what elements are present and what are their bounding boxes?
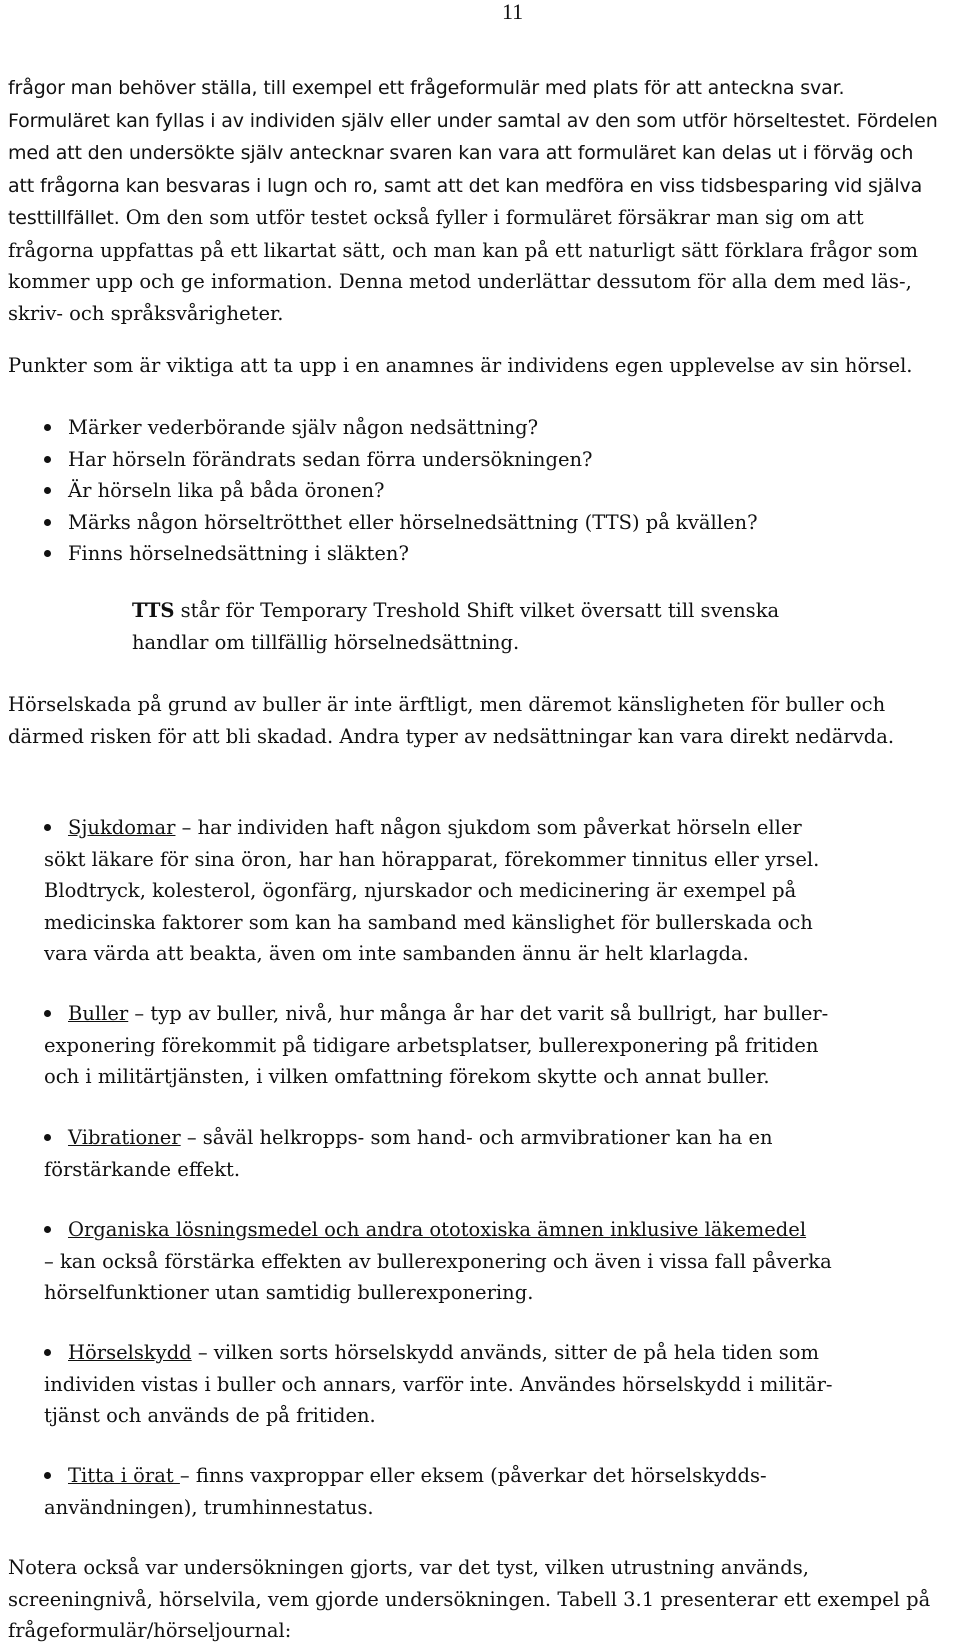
factor-term: Sjukdomar <box>68 816 176 839</box>
page-number: 11 <box>502 0 524 24</box>
bullet-icon <box>44 1349 51 1356</box>
question-text: Finns hörselnedsättning i släkten? <box>68 542 409 565</box>
factor-line: – typ av buller, nivå, hur många år har det varit så bullrigt, har buller- <box>128 1002 829 1025</box>
question-text: Är hörseln lika på båda öronen? <box>68 479 385 502</box>
factor-term: Vibrationer <box>68 1126 181 1149</box>
bullet-icon <box>44 550 51 557</box>
question-text: Märker vederbörande själv någon nedsättning? <box>68 416 539 439</box>
factor-line: tjänst och används de på fritiden. <box>44 1404 376 1427</box>
tts-note <box>132 595 832 658</box>
bullet-icon <box>44 487 51 494</box>
factor-term: Organiska lösningsmedel och andra ototoxiska ämnen inklusive läkemedel <box>68 1218 807 1241</box>
factor-line: – vilken sorts hörselskydd används, sitter de på hela tiden som <box>191 1341 819 1364</box>
question-text: Märks någon hörseltrötthet eller hörselnedsättning (TTS) på kvällen? <box>68 510 758 534</box>
factor-line: medicinska faktorer som kan ha samband med känslighet för bullerskada och <box>44 910 813 934</box>
list-item <box>42 412 758 444</box>
factor-item <box>44 812 924 970</box>
bullet-icon <box>44 1472 51 1479</box>
closing-paragraph: Notera också var undersökningen gjorts, var det tyst, vilken utrustning används, screeningnivå, hörselvila, vem gjorde undersökningen. Tabell 3.1 presenterar ett exempel på frågeformulär/hörseljournal: <box>8 1556 931 1642</box>
factor-term: Hörselskydd <box>68 1341 192 1364</box>
anamnesis-question-list <box>42 412 758 570</box>
tts-explanation: står för Temporary Treshold Shift vilket översatt till svenska handlar om tillfällig hörselnedsättning. <box>132 599 780 654</box>
factor-item <box>44 998 924 1093</box>
factor-line: – såväl helkropps- som hand- och armvibrationer kan ha en <box>180 1126 773 1149</box>
list-item <box>42 475 758 507</box>
factor-line: användningen), trumhinnestatus. <box>44 1495 374 1519</box>
factor-line: vara värda att beakta, även om inte sambanden ännu är helt klarlagda. <box>44 942 749 965</box>
bullet-icon <box>44 1134 51 1141</box>
factor-term: Titta i örat <box>68 1464 180 1487</box>
bullet-icon <box>44 1010 51 1017</box>
bullet-icon <box>44 456 51 463</box>
factor-line: – kan också förstärka effekten av bullerexponering och även i vissa fall påverka <box>44 1249 832 1273</box>
list-item <box>42 507 758 539</box>
intro-sans-text: frågor man behöver ställa, till exempel ett frågeformulär med plats för att anteckna svar. Formuläret kan fyllas i av individen själv eller under samtal av den som utför hörseltestet. Fördelen med att den undersökte själv antecknar svaren kan vara att formuläret kan delas ut i förväg och att frågorna kan besvaras i lugn och ro, samt att det kan medföra en viss tidsbesparing vid själva testtillfället. <box>8 77 938 229</box>
list-item <box>42 538 758 570</box>
intro-serif-text: Om den som utför testet också fyller i formuläret försäkrar man sig om att frågorna uppfattas på ett likartat sätt, och man kan på ett naturligt sätt förklara frågor som kommer upp och ge information. Denna metod underlättar dessutom för alla dem med läs-, skriv- och språksvårigheter. <box>8 206 918 325</box>
factor-term: Buller <box>68 1002 129 1025</box>
tts-abbreviation: TTS <box>132 599 175 622</box>
factor-line: – har individen haft någon sjukdom som påverkat hörseln eller <box>175 816 802 839</box>
factor-item <box>44 1460 924 1523</box>
list-item <box>42 444 758 476</box>
factor-line: Blodtryck, kolesterol, ögonfärg, njurskador och medicinering är exempel på <box>44 879 797 902</box>
factor-line: individen vistas i buller och annars, varför inte. Användes hörselskydd i militär- <box>44 1372 833 1396</box>
factor-item <box>44 1337 924 1432</box>
factor-line: och i militärtjänsten, i vilken omfattning förekom skytte och annat buller. <box>44 1065 770 1088</box>
factor-line: förstärkande effekt. <box>44 1157 241 1181</box>
bullet-icon <box>44 1226 51 1233</box>
factor-line: exponering förekommit på tidigare arbetsplatser, bullerexponering på fritiden <box>44 1033 819 1057</box>
bullet-icon <box>44 824 51 831</box>
factor-item <box>44 1214 924 1309</box>
bullet-icon <box>44 424 51 431</box>
factor-line: sökt läkare för sina öron, har han hörapparat, förekommer tinnitus eller yrsel. <box>44 847 820 871</box>
factor-line: hörselfunktioner utan samtidig bullerexponering. <box>44 1281 534 1304</box>
anamnesis-paragraph: Punkter som är viktiga att ta upp i en anamnes är individens egen upplevelse av sin hörsel. <box>8 354 913 377</box>
question-text: Har hörseln förändrats sedan förra undersökningen? <box>68 447 593 471</box>
factor-line: – finns vaxproppar eller eksem (påverkar det hörselskydds- <box>179 1464 767 1487</box>
hearing-damage-paragraph: Hörselskada på grund av buller är inte ärftligt, men däremot känsligheten för buller och därmed risken för att bli skadad. Andra typer av nedsättningar kan vara direkt nedärvda. <box>8 693 895 748</box>
bullet-icon <box>44 519 51 526</box>
intro-paragraph <box>8 72 938 329</box>
factor-item <box>44 1122 924 1185</box>
